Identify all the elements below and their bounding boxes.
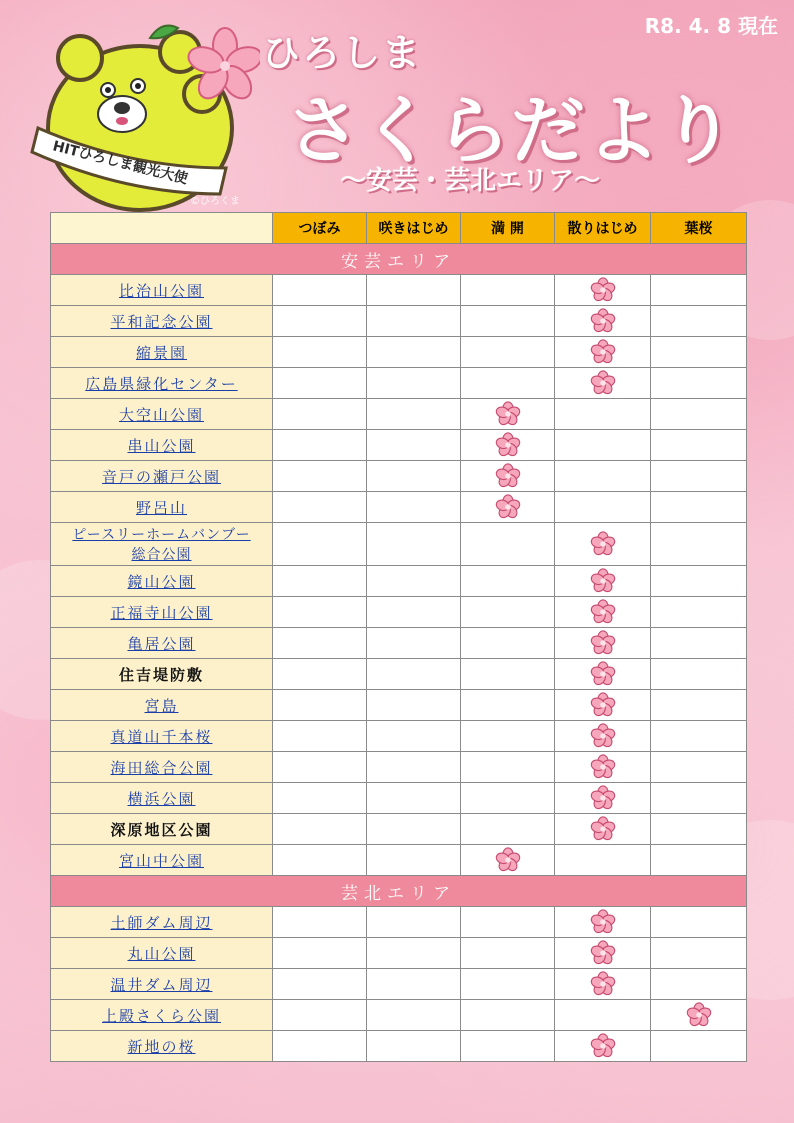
place-link[interactable]: 縮景園 <box>135 343 187 362</box>
sakura-blossom-icon <box>686 1002 712 1028</box>
title-sakura-dayori: さくらだより <box>286 88 736 174</box>
status-cell <box>461 628 555 659</box>
status-cell <box>651 461 747 492</box>
sakura-blossom-icon <box>495 847 521 873</box>
place-link[interactable]: 正福寺山公園 <box>110 603 213 622</box>
status-cell <box>555 907 651 938</box>
status-cell <box>651 783 747 814</box>
section-header-row <box>51 244 747 275</box>
status-cell <box>273 1000 367 1031</box>
status-cell <box>367 721 461 752</box>
place-link[interactable]: 新地の桜 <box>127 1037 196 1056</box>
header-tsubomi: つぼみ <box>273 213 367 244</box>
status-cell <box>555 814 651 845</box>
status-cell <box>461 337 555 368</box>
status-cell <box>273 783 367 814</box>
status-cell <box>555 783 651 814</box>
status-cell <box>651 845 747 876</box>
sakura-blossom-icon <box>495 494 521 520</box>
place-link[interactable]: 亀居公園 <box>127 634 196 653</box>
status-cell <box>555 690 651 721</box>
place-name-cell[interactable] <box>51 492 273 523</box>
sakura-blossom-icon <box>590 754 616 780</box>
status-cell <box>651 752 747 783</box>
place-name-cell[interactable] <box>51 690 273 721</box>
status-cell <box>367 430 461 461</box>
status-cell <box>555 597 651 628</box>
place-name-cell[interactable] <box>51 907 273 938</box>
place-link[interactable]: 真道山千本桜 <box>110 727 213 746</box>
status-cell <box>273 814 367 845</box>
status-cell <box>273 306 367 337</box>
status-cell <box>651 938 747 969</box>
status-cell <box>367 690 461 721</box>
status-cell <box>273 907 367 938</box>
place-link[interactable]: 串山公園 <box>127 436 196 455</box>
status-cell <box>273 492 367 523</box>
status-cell <box>367 628 461 659</box>
status-cell <box>651 275 747 306</box>
place-link[interactable]: 丸山公園 <box>127 944 196 963</box>
table-row <box>51 969 747 1000</box>
place-name-cell[interactable] <box>51 337 273 368</box>
place-name-cell[interactable] <box>51 628 273 659</box>
status-cell <box>461 368 555 399</box>
status-cell <box>367 399 461 430</box>
sakura-blossom-icon <box>495 432 521 458</box>
table-row <box>51 783 747 814</box>
table-row <box>51 907 747 938</box>
status-cell <box>651 566 747 597</box>
status-cell <box>461 659 555 690</box>
status-cell <box>461 1031 555 1062</box>
status-cell <box>367 814 461 845</box>
status-cell <box>555 275 651 306</box>
status-cell <box>555 628 651 659</box>
status-cell <box>367 492 461 523</box>
status-cell <box>367 752 461 783</box>
place-name-cell[interactable] <box>51 752 273 783</box>
table-row <box>51 628 747 659</box>
place-link[interactable]: 比治山公園 <box>118 281 204 300</box>
sakura-blossom-icon <box>590 370 616 396</box>
table-header-row <box>51 213 747 244</box>
status-cell <box>461 566 555 597</box>
table-row <box>51 814 747 845</box>
place-name-line1[interactable]: ピースリーホームバンブー <box>72 527 251 543</box>
status-cell <box>367 275 461 306</box>
status-cell <box>273 461 367 492</box>
status-cell <box>651 1000 747 1031</box>
place-name-cell[interactable] <box>51 275 273 306</box>
status-cell <box>651 1031 747 1062</box>
header-blank-cell <box>51 213 273 244</box>
header-mankai: 満 開 <box>461 213 555 244</box>
status-cell <box>461 399 555 430</box>
status-cell <box>461 523 555 566</box>
status-cell <box>651 523 747 566</box>
table-row <box>51 399 747 430</box>
status-cell <box>367 659 461 690</box>
status-cell <box>555 845 651 876</box>
title-hiroshima: ひろしま <box>262 31 423 75</box>
date-label: R8. 4. 8 現在 <box>644 14 778 38</box>
status-cell <box>273 337 367 368</box>
status-cell <box>367 969 461 1000</box>
place-name: 深原地区公園 <box>110 820 213 839</box>
status-cell <box>651 306 747 337</box>
status-cell <box>461 969 555 1000</box>
status-cell <box>651 721 747 752</box>
place-name-cell[interactable] <box>51 721 273 752</box>
sakura-blossom-icon <box>495 401 521 427</box>
place-link[interactable] <box>72 527 250 563</box>
status-cell <box>273 399 367 430</box>
status-cell <box>555 523 651 566</box>
status-cell <box>461 845 555 876</box>
status-cell <box>461 938 555 969</box>
status-cell <box>555 938 651 969</box>
status-cell <box>273 368 367 399</box>
place-link[interactable]: 上殿さくら公園 <box>101 1006 221 1025</box>
place-link[interactable]: 宮山中公園 <box>118 851 204 870</box>
place-name-cell[interactable] <box>51 306 273 337</box>
place-name-cell <box>51 659 273 690</box>
sakura-blossom-icon <box>590 723 616 749</box>
sakura-blossom-icon <box>590 308 616 334</box>
status-cell <box>367 566 461 597</box>
status-cell <box>367 523 461 566</box>
sakura-blossom-icon <box>590 531 616 557</box>
status-cell <box>651 969 747 1000</box>
status-cell <box>273 566 367 597</box>
status-cell <box>461 752 555 783</box>
status-cell <box>367 845 461 876</box>
place-name-cell[interactable] <box>51 783 273 814</box>
status-cell <box>273 690 367 721</box>
status-cell <box>651 399 747 430</box>
status-cell <box>273 628 367 659</box>
table-row <box>51 659 747 690</box>
section-header-row <box>51 876 747 907</box>
status-cell <box>555 430 651 461</box>
status-cell <box>367 1000 461 1031</box>
status-cell <box>461 907 555 938</box>
sakura-blossom-icon <box>590 785 616 811</box>
table-row <box>51 566 747 597</box>
table-row <box>51 1031 747 1062</box>
place-link[interactable]: 平和記念公園 <box>110 312 213 331</box>
table-row <box>51 337 747 368</box>
bloom-status-table <box>50 212 747 1062</box>
header-sakihajime: 咲きはじめ <box>367 213 461 244</box>
status-cell <box>367 907 461 938</box>
sakura-blossom-icon <box>590 277 616 303</box>
table-row <box>51 845 747 876</box>
place-link[interactable]: 宮島 <box>144 696 179 715</box>
table-row <box>51 1000 747 1031</box>
place-link[interactable]: 音戸の瀬戸公園 <box>101 467 221 486</box>
place-name-cell[interactable] <box>51 938 273 969</box>
sakura-blossom-icon <box>590 661 616 687</box>
sakura-blossom-icon <box>590 971 616 997</box>
status-cell <box>651 597 747 628</box>
status-cell <box>367 938 461 969</box>
place-name-cell[interactable] <box>51 1000 273 1031</box>
status-cell <box>461 783 555 814</box>
table-row <box>51 721 747 752</box>
status-cell <box>273 969 367 1000</box>
status-cell <box>461 1000 555 1031</box>
status-cell <box>367 337 461 368</box>
hirokuma-mascot-illustration <box>30 18 260 218</box>
place-name-cell[interactable] <box>51 461 273 492</box>
status-cell <box>651 907 747 938</box>
table-row <box>51 523 747 566</box>
table-row <box>51 306 747 337</box>
status-cell <box>555 752 651 783</box>
table-row <box>51 430 747 461</box>
place-name: 住吉堤防敷 <box>118 665 204 684</box>
status-cell <box>273 523 367 566</box>
sakura-blossom-icon <box>590 599 616 625</box>
status-cell <box>273 845 367 876</box>
place-name-cell[interactable] <box>51 566 273 597</box>
place-link[interactable]: 横浜公園 <box>127 789 196 808</box>
status-cell <box>555 399 651 430</box>
place-link[interactable]: 大空山公園 <box>118 405 204 424</box>
status-cell <box>555 461 651 492</box>
place-name-cell[interactable] <box>51 399 273 430</box>
status-cell <box>367 1031 461 1062</box>
status-cell <box>273 752 367 783</box>
status-cell <box>461 597 555 628</box>
status-cell <box>461 721 555 752</box>
status-cell <box>367 306 461 337</box>
status-cell <box>651 368 747 399</box>
place-link[interactable]: 海田総合公園 <box>110 758 213 777</box>
place-name-cell <box>51 814 273 845</box>
mascot-copyright: ©ひろくま <box>190 196 240 207</box>
status-cell <box>367 368 461 399</box>
header-chirihajime: 散りはじめ <box>555 213 651 244</box>
place-name-line2[interactable]: 総合公園 <box>131 547 192 563</box>
sakura-blossom-icon <box>590 1033 616 1059</box>
place-name-cell[interactable] <box>51 969 273 1000</box>
place-name-cell[interactable] <box>51 430 273 461</box>
status-cell <box>461 814 555 845</box>
sakura-blossom-icon <box>590 909 616 935</box>
table-row <box>51 690 747 721</box>
section-title: 安芸エリア <box>51 244 747 275</box>
place-link[interactable]: 広島県緑化センター <box>85 374 238 393</box>
status-cell <box>555 566 651 597</box>
table-row <box>51 752 747 783</box>
table-row <box>51 492 747 523</box>
status-cell <box>651 659 747 690</box>
subtitle-area: ～安芸・芸北エリア～ <box>340 166 601 196</box>
status-cell <box>651 337 747 368</box>
place-link[interactable]: 温井ダム周辺 <box>110 975 213 994</box>
table-row <box>51 461 747 492</box>
sakura-blossom-icon <box>590 692 616 718</box>
sakura-blossom-icon <box>495 463 521 489</box>
status-cell <box>555 659 651 690</box>
status-cell <box>555 306 651 337</box>
table-row <box>51 938 747 969</box>
section-title: 芸北エリア <box>51 876 747 907</box>
place-name-cell[interactable] <box>51 523 273 566</box>
sakura-blossom-icon <box>590 940 616 966</box>
status-cell <box>461 306 555 337</box>
table-row <box>51 597 747 628</box>
status-cell <box>273 597 367 628</box>
status-cell <box>555 1031 651 1062</box>
header-hazakura: 葉桜 <box>651 213 747 244</box>
status-cell <box>651 628 747 659</box>
mascot-sash-text: HITひろしま観光大使 <box>51 138 190 188</box>
status-cell <box>555 1000 651 1031</box>
status-cell <box>651 492 747 523</box>
status-cell <box>555 337 651 368</box>
place-name-cell[interactable] <box>51 1031 273 1062</box>
status-cell <box>555 368 651 399</box>
status-cell <box>461 430 555 461</box>
place-name-cell[interactable] <box>51 597 273 628</box>
status-cell <box>651 690 747 721</box>
table-row <box>51 368 747 399</box>
sakura-blossom-icon <box>590 339 616 365</box>
place-name-cell[interactable] <box>51 368 273 399</box>
status-cell <box>461 275 555 306</box>
place-name-cell[interactable] <box>51 845 273 876</box>
sakura-blossom-icon <box>590 816 616 842</box>
status-cell <box>367 461 461 492</box>
table-row <box>51 275 747 306</box>
place-link[interactable]: 野呂山 <box>135 498 187 517</box>
status-cell <box>367 597 461 628</box>
status-cell <box>273 275 367 306</box>
status-cell <box>367 783 461 814</box>
status-cell <box>461 690 555 721</box>
status-cell <box>273 430 367 461</box>
status-cell <box>555 969 651 1000</box>
status-cell <box>273 659 367 690</box>
status-cell <box>555 492 651 523</box>
status-cell <box>651 814 747 845</box>
status-cell <box>461 492 555 523</box>
sakura-blossom-icon <box>590 630 616 656</box>
place-link[interactable]: 土師ダム周辺 <box>110 913 213 932</box>
status-cell <box>273 1031 367 1062</box>
status-cell <box>651 430 747 461</box>
status-cell <box>273 721 367 752</box>
sakura-blossom-icon <box>590 568 616 594</box>
place-link[interactable]: 鏡山公園 <box>127 572 196 591</box>
status-cell <box>461 461 555 492</box>
status-cell <box>555 721 651 752</box>
status-cell <box>273 938 367 969</box>
